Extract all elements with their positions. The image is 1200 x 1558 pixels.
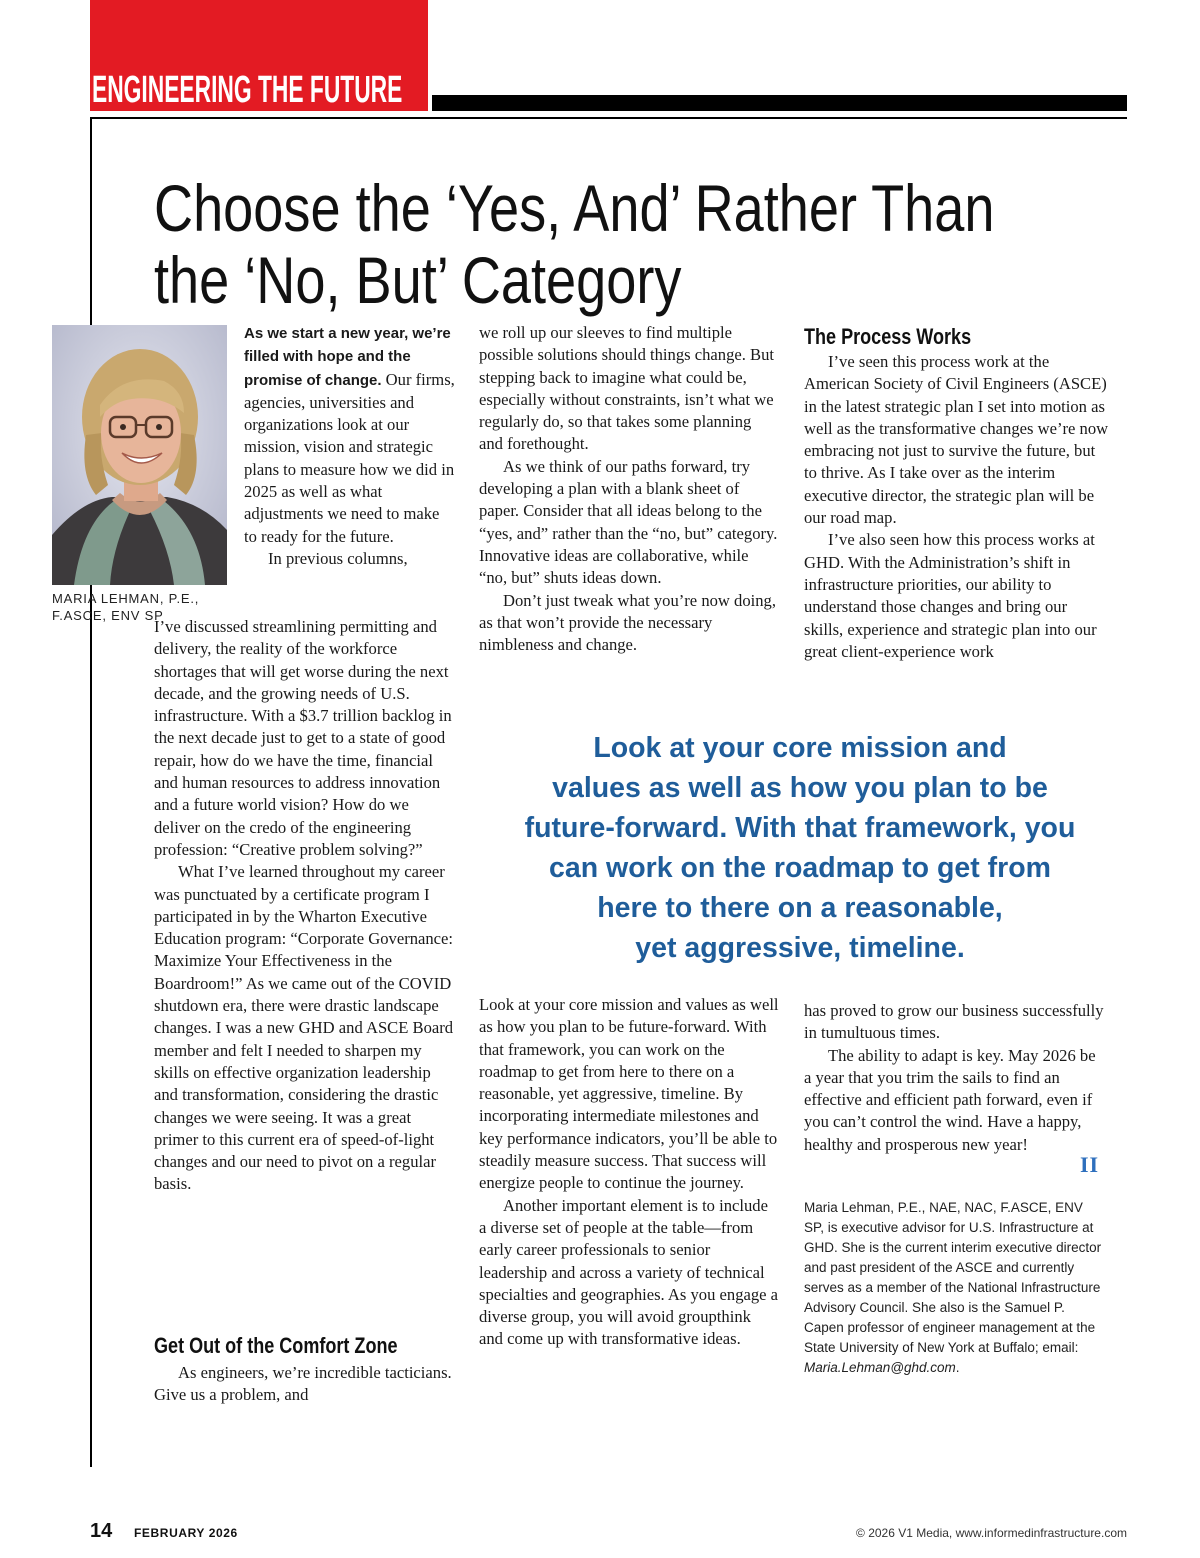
paragraph-text: Our firms, agencies, universities and organizations look at our mission, vision and strategic plans to measure how we did in 2025 as well as what adjustments we need to make to ready for the future. bbox=[244, 369, 455, 546]
author-portrait-illustration bbox=[52, 325, 227, 585]
column-2-bottom bbox=[479, 994, 779, 1351]
paragraph: Look at your core mission and values as well as how you plan to be future-forward. With that framework, you can work on the roadmap to get from here to there on a reasonable, yet aggressive, timeline. By incorporating intermediate milestones and key performance indicators, you’ll be able to steadily measure success. That success will energize people to continue the journey. bbox=[479, 995, 779, 1193]
photo-caption-line-2: F.ASCE, ENV SP bbox=[52, 608, 164, 623]
pull-quote-line: values as well as how you plan to be bbox=[552, 772, 1048, 804]
bio-email[interactable]: Maria.Lehman@ghd.com bbox=[804, 1360, 956, 1375]
paragraph: has proved to grow our business successfully in tumultuous times. bbox=[804, 1001, 1104, 1043]
article-headline bbox=[154, 171, 995, 317]
headline-line-2: the ‘No, But’ Category bbox=[154, 243, 682, 317]
paragraph bbox=[244, 322, 456, 548]
paragraph: As we think of our paths forward, try developing a plan with a blank sheet of paper. Consider that all ideas belong to the “yes, and” rather than the “no, but” category. Innovative ideas are collaborative, while “no, but” shuts ideas down. bbox=[479, 456, 778, 588]
lead-in: As we start a new year, we’re filled with hope and the promise of change. bbox=[244, 325, 451, 389]
paragraph: As engineers, we’re incredible tacticians. Give us a problem, and bbox=[154, 1363, 452, 1405]
paragraph: I’ve discussed streamlining permitting and delivery, the reality of the workforce shortages that will get worse during the next decade, and the growing needs of U.S. infrastructure. With a $3.7 trillion backlog in the next decade just to get to a state of good repair, how do we have the time, financial and human resources to address innovation and a future world vision? How do we deliver on the credo of the engineering profession: “Creative problem solving?” bbox=[154, 617, 452, 859]
paragraph-start: In previous columns, bbox=[268, 548, 408, 568]
page-number: 14 bbox=[90, 1520, 113, 1542]
pull-quote-line: can work on the roadmap to get from bbox=[549, 852, 1051, 884]
column-1-bottom bbox=[154, 616, 456, 1196]
paragraph: I’ve also seen how this process works at GHD. With the Administration’s shift in infrastructure priorities, our ability to understand those changes and bring our skills, experience and strategic plan into our great client-experience work bbox=[804, 530, 1097, 661]
bio-end: . bbox=[955, 1360, 960, 1375]
section-label: ENGINEERING THE FUTURE bbox=[92, 69, 403, 111]
paragraph: What I’ve learned throughout my career was punctuated by a certificate program I participated in by the Wharton Executive Education program: “Corporate Governance: Maximize Your Effectiveness in the Boardroom!” As we came out of the COVID shutdown era, there were drastic landscape changes. I was a new GHD and ASCE Board member and felt I needed to sharpen my skills on effective organization leadership and transformation, considering the drastic changes we were seeing. It was a great primer to this current era of speed-of-light changes and our need to pivot on a regular basis. bbox=[154, 862, 454, 1194]
left-rule bbox=[90, 117, 92, 1467]
bio-text: Maria Lehman, P.E., NAE, NAC, F.ASCE, ENV SP, is executive advisor for U.S. Infrastructure at GHD. She is the current interim executive director and past president of the ASCE and currently serves as a member of the National Infrastructure Advisory Council. She also is the Samuel P. Capen professor of engineer management at the State University of New York at Buffalo; email: bbox=[804, 1200, 1102, 1355]
column-3-bottom bbox=[804, 1000, 1104, 1156]
subhead-process-works: The Process Works bbox=[804, 324, 972, 349]
subhead-comfort-zone: Get Out of the Comfort Zone bbox=[154, 1333, 398, 1358]
paragraph: Another important element is to include a diverse set of people at the table—from early career professionals to senior leadership and across a variety of technical specialties and geographies. As you engage a diverse group, you will avoid groupthink and come up with transformative ideas. bbox=[479, 1195, 779, 1349]
copyright-notice: © 2026 V1 Media, www.informedinfrastructure.com bbox=[856, 1526, 1127, 1540]
paragraph: we roll up our sleeves to find multiple possible solutions should things change. But stepping back to imagine what could be, especially without constraints, isn’t what we regularly do, so that takes some planning and forethought. bbox=[479, 323, 775, 454]
headline-line-1: Choose the ‘Yes, And’ Rather Than bbox=[154, 171, 995, 245]
end-of-article-mark: II bbox=[1080, 1152, 1100, 1177]
photo-caption-line-1: MARIA LEHMAN, P.E., bbox=[52, 591, 200, 606]
paragraph: The ability to adapt is key. May 2026 be a year that you trim the sails to find an effective and efficient path forward, even if you can’t control the wind. Have a happy, healthy and prosperous new year! bbox=[804, 1045, 1096, 1154]
paragraph: I’ve seen this process work at the American Society of Civil Engineers (ASCE) in the latest strategic plan I set into motion as well as the transformative changes we’re now embracing not just to survive the future, but to thrive. As I take over as the interim executive director, the strategic plan will be our road map. bbox=[804, 352, 1109, 528]
pull-quote-line: Look at your core mission and bbox=[593, 732, 1007, 764]
pull-quote bbox=[470, 728, 1130, 968]
column-1-end bbox=[154, 1362, 456, 1407]
paragraph: Don’t just tweak what you’re now doing, as that won’t provide the necessary nimbleness and change. bbox=[479, 590, 776, 655]
author-photo bbox=[52, 325, 227, 585]
column-1-top bbox=[244, 322, 456, 570]
pull-quote-line: yet aggressive, timeline. bbox=[635, 932, 965, 964]
pull-quote-line: here to there on a reasonable, bbox=[597, 892, 1003, 924]
column-2-top bbox=[479, 322, 779, 656]
issue-date: FEBRUARY 2026 bbox=[134, 1526, 238, 1540]
author-bio bbox=[804, 1198, 1104, 1378]
pull-quote-line: future-forward. With that framework, you bbox=[524, 812, 1076, 844]
column-3-top bbox=[804, 351, 1109, 663]
header-rule-bar bbox=[432, 95, 1127, 111]
top-rule bbox=[90, 117, 1127, 119]
